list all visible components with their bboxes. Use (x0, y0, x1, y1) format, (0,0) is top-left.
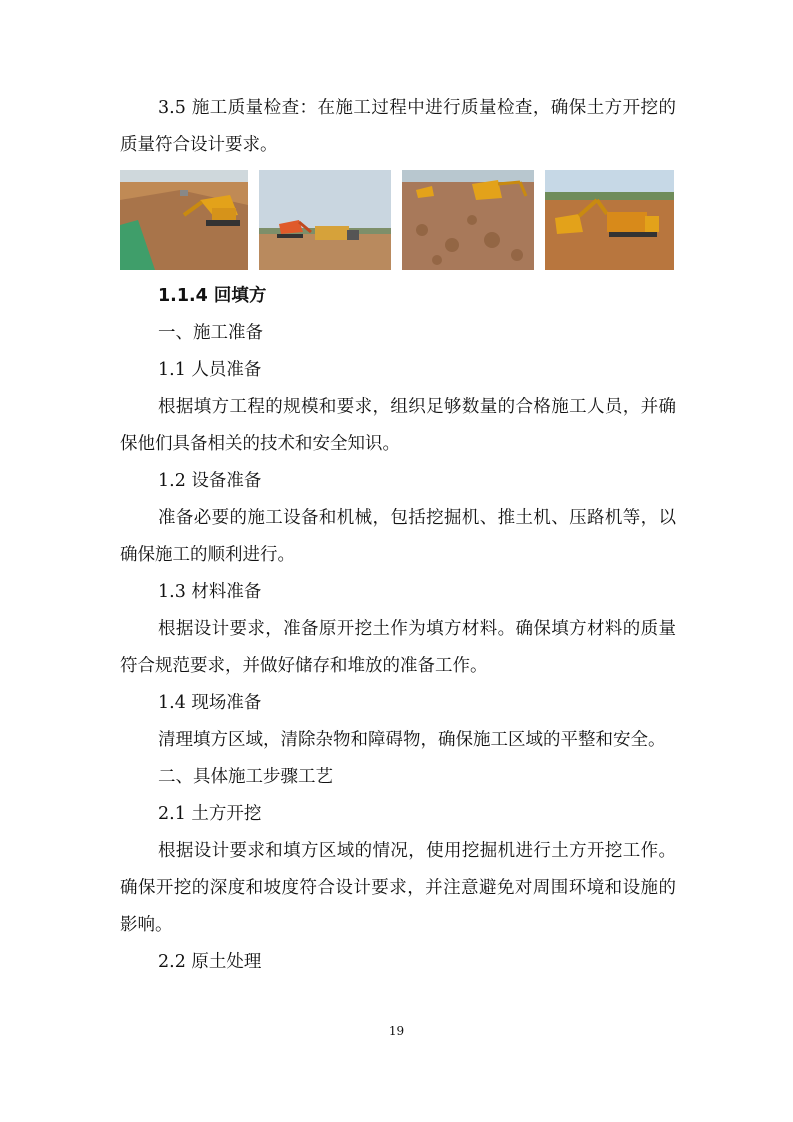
s1-2-title: 1.2 设备准备 (158, 471, 262, 491)
s1-1-title: 1.1 人员准备 (158, 360, 262, 380)
page-number: 19 (388, 1024, 405, 1038)
s1-1-text: 根据填方工程的规模和要求，组织足够数量的合格施工人员，并确保他们具备相关的技术和安全知识。 (120, 397, 676, 454)
s2-1-title: 2.1 土方开挖 (158, 804, 262, 824)
s2-2-title: 2.2 原土处理 (158, 952, 262, 972)
s1-2-text: 准备必要的施工设备和机械，包括挖掘机、推土机、压路机等，以确保施工的顺利进行。 (120, 508, 676, 565)
part2-title: 二、具体施工步骤工艺 (158, 767, 333, 787)
section-3-5-paragraph: 3.5 施工质量检查：在施工过程中进行质量检查，确保土方开挖的质量符合设计要求。 (120, 98, 676, 155)
excavator-site-photo (120, 170, 248, 270)
excavators-field-photo (402, 170, 534, 270)
s1-4-title: 1.4 现场准备 (158, 693, 262, 713)
heading-1-1-4: 1.1.4 回填方 (158, 286, 267, 306)
excavator-truck-photo (259, 170, 391, 270)
s2-1-text: 根据设计要求和填方区域的情况，使用挖掘机进行土方开挖工作。确保开挖的深度和坡度符合设计要求，并注意避免对周围环境和设施的影响。 (120, 841, 676, 935)
excavator-loading-truck-photo (545, 170, 674, 270)
s1-3-title: 1.3 材料准备 (158, 582, 262, 602)
s1-3-text: 根据设计要求，准备原开挖土作为填方材料。确保填方材料的质量符合规范要求，并做好储存和堆放的准备工作。 (120, 619, 676, 676)
s1-4-text: 清理填方区域，清除杂物和障碍物，确保施工区域的平整和安全。 (158, 730, 666, 750)
part1-title: 一、施工准备 (158, 323, 263, 343)
